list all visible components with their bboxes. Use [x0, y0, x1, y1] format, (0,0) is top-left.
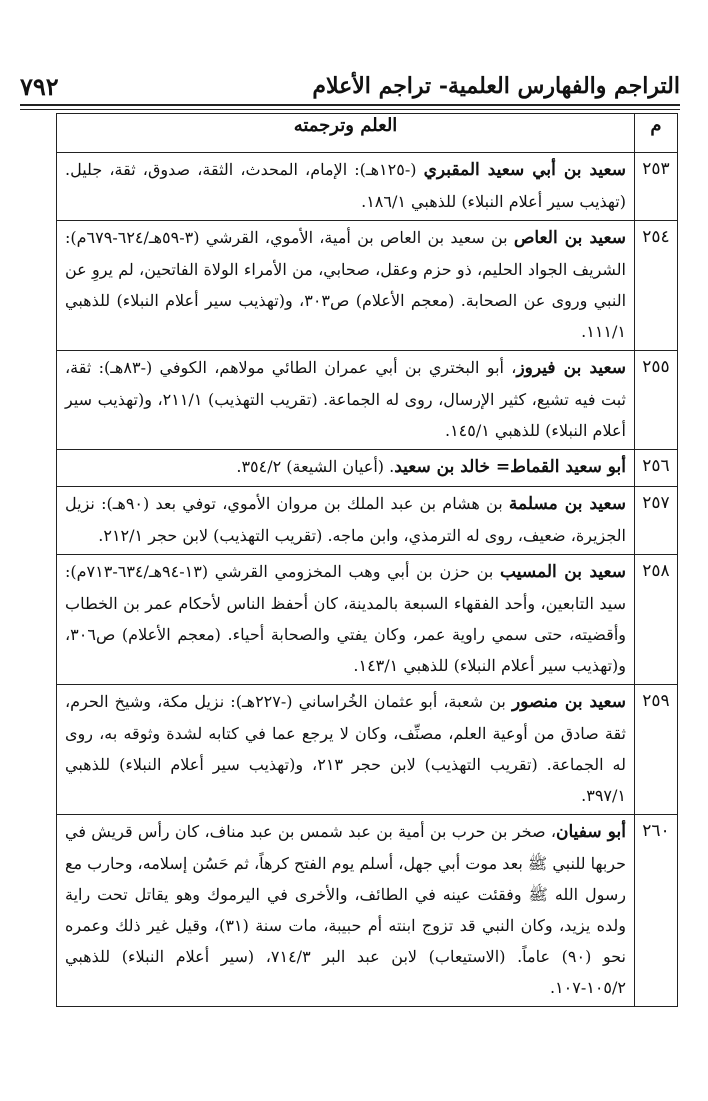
table-row	[57, 555, 678, 685]
entry-text: بن شعبة، أبو عثمان الخُراساني (-٢٢٧هـ): نزيل مكة، وشيخ الحرم، ثقة صادق من أوعية العلم، مصنِّف، وكان لا يرجع عما في كتابه لشدة وثوقه به، روى له الجماعة. (تقريب التهذيب) لابن حجر ٢١٣، و(تهذيب سير أعلام النبلاء) للذهبي ٣٩٧/١.	[65, 692, 627, 805]
page-number: ٧٩٢	[20, 71, 59, 101]
entry-text: بن سعيد بن العاص بن أمية، الأموي، القرشي (٣-٥٩هـ/٦٢٤-٦٧٩م): الشريف الجواد الحليم، ذو حزم وعقل، صحابي، من الأمراء الولاة الفاتحين، لم يروِ عن النبي وروى عن الصحابة. (معجم الأعلام) ص٣٠٣، و(تهذيب سير أعلام النبلاء) للذهبي ١١١/١.	[65, 228, 627, 341]
entry-number: ٢٥٣	[635, 153, 678, 221]
entry-biography	[57, 815, 635, 1007]
entry-text: (-١٢٥هـ): الإمام، المحدث، الثقة، صدوق، ثقة، جليل. (تهذيب سير أعلام النبلاء) للذهبي ١٨٦/١.	[65, 160, 626, 211]
entry-name: سعيد بن المسيب	[500, 562, 626, 582]
entry-biography	[57, 685, 635, 815]
column-header-biography: العلم وترجمته	[57, 114, 635, 153]
entry-biography	[57, 351, 635, 450]
entry-text: ، أبو البختري بن أبي عمران الطائي مولاهم، الكوفي (-٨٣هـ): ثقة، ثبت فيه تشيع، كثير الإرسال، روى له الجماعة. (تقريب التهذيب) ٢١١/١، و(تهذيب سير أعلام النبلاء) للذهبي ١٤٥/١.	[65, 358, 626, 440]
table-row	[57, 815, 678, 1007]
entry-biography	[57, 221, 635, 351]
entry-name: أبو سفيان	[556, 822, 627, 842]
entry-text: . (أعيان الشيعة) ٣٥٤/٢.	[236, 457, 395, 476]
entry-number: ٢٥٥	[635, 351, 678, 450]
page-header	[20, 66, 680, 106]
table-row	[57, 221, 678, 351]
entry-biography	[57, 153, 635, 221]
running-title: التراجم والفهارس العلمية- تراجم الأعلام	[312, 73, 680, 99]
biography-table	[56, 113, 678, 1007]
entry-number: ٢٦٠	[635, 815, 678, 1007]
table-header-row	[57, 114, 678, 153]
entry-text: بن حزن بن أبي وهب المخزومي القرشي (١٣-٩٤هـ/٦٣٤-٧١٣م): سيد التابعين، وأحد الفقهاء السبعة بالمدينة، كان أحفظ الناس لأحكام عمر بن الخطاب وأقضيته، حتى سمي راوية عمر، وكان يفتي والصحابة أحياء. (معجم الأعلام) ص٣٠٦، و(تهذيب سير أعلام النبلاء) للذهبي ١٤٣/١.	[65, 562, 626, 675]
entry-name: أبو سعيد القماط= خالد بن سعيد	[394, 457, 626, 477]
entry-name: سعيد بن أبي سعيد المقبري	[423, 160, 626, 180]
column-header-number: م	[635, 114, 678, 153]
entry-number: ٢٥٦	[635, 450, 678, 487]
entry-biography	[57, 450, 635, 487]
entry-biography	[57, 555, 635, 685]
table-row	[57, 153, 678, 221]
entry-text: بن هشام بن عبد الملك بن مروان الأموي، توفي بعد (٩٠هـ): نزيل الجزيرة، ضعيف، روى له الترمذي، وابن ماجه. (تقريب التهذيب) لابن حجر ٢١٢/١.	[65, 494, 626, 545]
entry-number: ٢٥٤	[635, 221, 678, 351]
table-row	[57, 351, 678, 450]
table-row	[57, 685, 678, 815]
entry-name: سعيد بن مسلمة	[508, 494, 626, 514]
entry-number: ٢٥٨	[635, 555, 678, 685]
entry-biography	[57, 487, 635, 555]
table-row	[57, 450, 678, 487]
header-rule	[20, 104, 680, 110]
entry-name: سعيد بن العاص	[513, 228, 626, 248]
table-row	[57, 487, 678, 555]
entry-number: ٢٥٩	[635, 685, 678, 815]
entry-number: ٢٥٧	[635, 487, 678, 555]
entry-text: ، صخر بن حرب بن أمية بن عبد شمس بن عبد مناف، كان رأس قريش في حربها للنبي ﷺ بعد موت أبي جهل، أسلم يوم الفتح كرهاً، ثم حَسُن إسلامه، وحارب مع رسول الله ﷺ وفقئت عينه في الطائف، والأخرى في اليرموك وهو يقاتل تحت راية ولده يزيد، وكان النبي قد تزوج ابنته أم حبيبة، مات سنة (٣١)، وقيل غير ذلك وعمره نحو (٩٠) عاماً. (الاستيعاب) لابن عبد البر ٧١٤/٣، (سير أعلام النبلاء) للذهبي ١٠٥/٢-١٠٧.	[65, 822, 627, 997]
entry-name: سعيد بن فيروز	[516, 358, 626, 378]
entry-name: سعيد بن منصور	[511, 692, 626, 712]
